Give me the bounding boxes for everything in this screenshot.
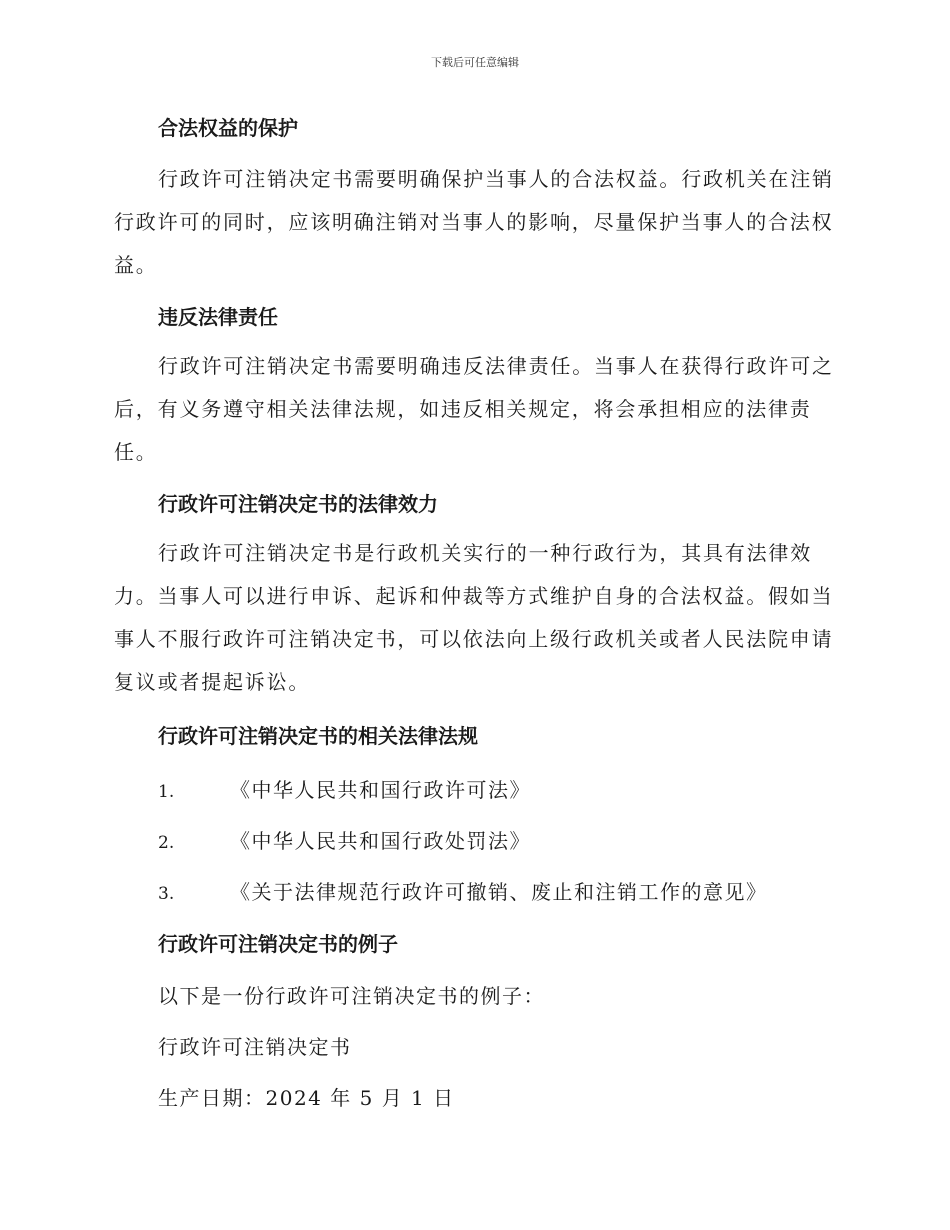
list-item-number: 3. [158,884,175,904]
example-date-line: 生产日期：2024 年 5 月 1 日 [158,1086,455,1110]
list-item [158,876,768,905]
list-item [158,825,531,854]
section-paragraph-legal-rights: 行政许可注销决定书需要明确保护当事人的合法权益。行政机关在注销行政许可的同时，应该明确注销对当事人的影响，尽量保护当事人的合法权益。 [114,167,834,277]
list-item-number: 1. [158,782,175,802]
list-item-text: 《中华人民共和国行政处罚法》 [230,829,531,853]
page-header: 下载后可任意编辑 [431,56,519,69]
list-item [158,774,531,803]
example-doc-title: 行政许可注销决定书 [158,1035,352,1059]
section-heading-legal-rights: 合法权益的保护 [158,116,298,140]
section-paragraph-legal-liability: 行政许可注销决定书需要明确违反法律责任。当事人在获得行政许可之后，有义务遵守相关法律法规，如违反相关规定，将会承担相应的法律责任。 [114,354,834,464]
list-item-text: 《中华人民共和国行政许可法》 [230,778,531,802]
example-intro: 以下是一份行政许可注销决定书的例子： [158,984,545,1008]
list-item-text: 《关于法律规范行政许可撤销、废止和注销工作的意见》 [230,880,768,904]
section-heading-legal-liability: 违反法律责任 [158,305,278,329]
section-paragraph-legal-effect: 行政许可注销决定书是行政机关实行的一种行政行为，其具有法律效力。当事人可以进行申诉、起诉和仲裁等方式维护自身的合法权益。假如当事人不服行政许可注销决定书，可以依法向上级行政机关或者人民法院申请复议或者提起诉讼。 [114,541,834,694]
section-heading-example: 行政许可注销决定书的例子 [158,932,398,956]
section-heading-related-laws: 行政许可注销决定书的相关法律法规 [158,724,478,748]
section-heading-legal-effect: 行政许可注销决定书的法律效力 [158,492,438,516]
list-item-number: 2. [158,833,175,853]
